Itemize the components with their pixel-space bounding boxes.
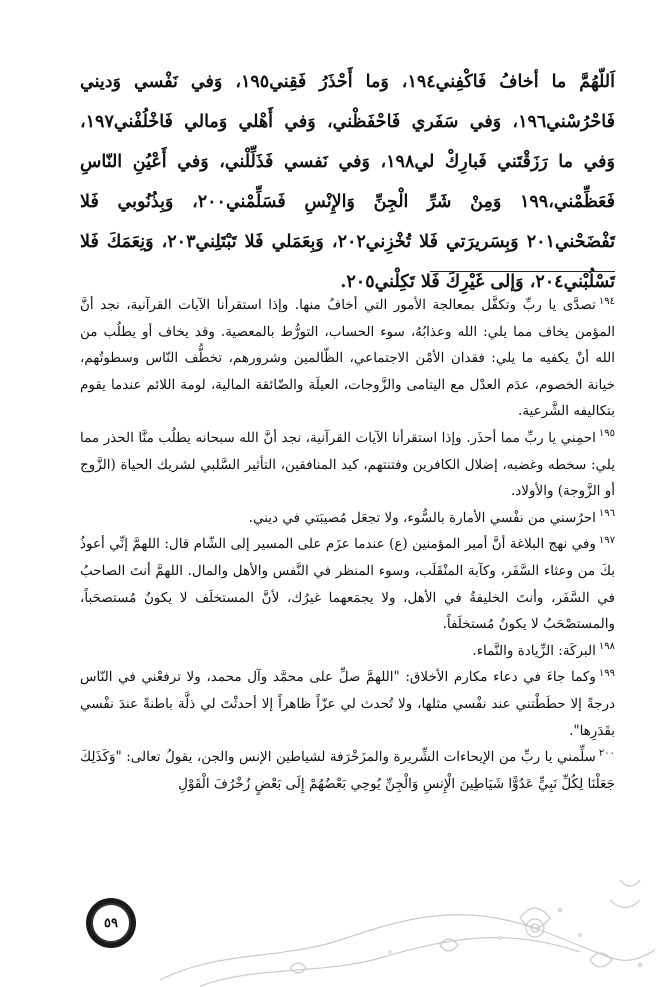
footnote-number: ١٩٦ xyxy=(598,508,615,520)
footnote-divider xyxy=(430,271,615,272)
footnote xyxy=(80,664,615,744)
footnote-text: احرُسني من نفْسي الأمارة بالسُّوء، ولا تجعَل مُصيبَتي في ديني. xyxy=(248,509,596,526)
footnote-number: ١٩٥ xyxy=(598,428,615,440)
footnote-text: وكما جاءَ في دعاء مكارم الأخلاق: "اللهمَّ صلِّ على محمَّد وآل محمد، ولا ترفعْني في النّاس درجةً إلا حطَطْتني عند نفْسي مثلها، ولا تُحدث لي عزّاً ظاهراً إلا أحدثْتَ لي ذلَّة باطنةً عندَ نفْسي بقَدَرِها". xyxy=(80,669,615,739)
footnote xyxy=(80,744,615,797)
footnote xyxy=(80,638,615,665)
page-number-badge xyxy=(86,898,136,948)
page-number: ٥٩ xyxy=(91,903,131,943)
footnote-text: وفي نهج البلاغة أنَّ أمير المؤمنين (ع) عندما عزَم على المسير إلى الشّام قال: اللهمَّ إنِّي أعوذُ بكَ من وعثاء السَّفَر، وكآبة المنْقَلَب، وسوء المنظر في النَّفس والأهل والمال. اللهمَّ أنتَ الصاحبُ في السَّفَر، وأنتَ الخليفةُ في الأهل، ولا يجمَعهما غيرُك، لأنَّ المستخلَف لا يكونُ مُستصحَباً، والمستصْحَبُ لا يكونُ مُستخلَفاً. xyxy=(80,536,615,633)
footnote-number: ١٩٨ xyxy=(598,641,615,653)
footnote-text: البركَة: الزِّيادة والنَّماء. xyxy=(472,642,596,659)
footnote-text: سلِّمني يا ربِّ من الإيحاءات الشِّريرة والمزَخْرَفة لشياطين الإنس والجن، يقولُ تعالى: "وَكَذَلِكَ جَعَلْنَا لِكُلِّ نَبِيٍّ عَدُوًّا شَيَاطِينَ الْإِنسِ وَالْجِنِّ يُوحِي بَعْضُهُمْ إِلَى بَعْضٍ زُخْرُفَ الْقَوْلِ xyxy=(80,749,615,792)
supplication-text: اَللّهُمَّ ما أخافُ فَاكْفِني١٩٤، وَما أَحْذَرُ فَقِني١٩٥، وَفي نَفْسي وَديني فَاحْرُسْني١٩٦، وَفي سَفَري فَاحْفَظْني، وَفي أَهْلي وَمالي فَاخْلُفْني١٩٧، وَفي ما رَزَقْتَني فَبارِكْ لي١٩٨، وَفي نَفسي فَذَلِّلْني، وَفي أَعْيُنِ النّاسِ فَعَظِّمْني،١٩٩ وَمِنْ شَرِّ الْجِنِّ وَالإِنْسِ فَسَلِّمْني٢٠٠، وَبِذُنُوبي فَلا تَفْضَحْني٢٠١ وَبِسَريرَتي فَلا تُخْزِني٢٠٢، وَبِعَمَلي فَلا تَبْتَلِني٢٠٣، وَنِعَمَكَ فَلا تَسْلُبْني٢٠٤، وَإلى غَيْرِكَ فَلا تَكِلْني٢٠٥. xyxy=(80,72,616,292)
footnote xyxy=(80,425,615,505)
footnote-number: ١٩٧ xyxy=(598,534,615,546)
footnote-number: ٢٠٠ xyxy=(598,747,615,759)
footnote-text: تصدَّى يا ربِّ وتكفَّل بمعالجة الأمور التي أخافُ منها. وإذا استقرأنا الآيات القرآنية، نجد أنَّ المؤمن يخاف مما يلي: الله وعذابُهُ، سوء الحساب، التورُّط بالمعصية. وقد يخاف أو يطلُب من الله أنْ يكفيه ما يلي: فقدان الأمْن الاجتماعي، الظّالمين وشرورهم، تخطُّف النّاس وسطوتُهم، خيانة الخصوم، عدَم العدْل مع اليتامى والزَّوجات، العيلَة والضّائقة المالية، لومة اللائم عندما يقوم بتكاليفه الشَّرعية. xyxy=(80,297,615,420)
footnote xyxy=(80,505,615,532)
footnote xyxy=(80,292,615,425)
footnote-text: احمِني يا ربِّ مما أحذَر. وإذا استقرأنا الآيات القرآنية، نجد أنَّ الله سبحانه يطلُب منَّا الحذر مما يلي: سخطه وغضبه، إضلال الكافرين وفتنتهم، كيد المنافقين، التأثير السَّلبي لشريك الحياة (الزَّوج أو الزَّوجة) والأولاد. xyxy=(80,429,615,500)
footnote-number: ١٩٤ xyxy=(598,295,615,307)
floral-ornament-icon xyxy=(140,840,660,987)
footnote-number: ١٩٩ xyxy=(598,667,615,679)
footnote xyxy=(80,531,615,637)
footnotes xyxy=(80,292,615,797)
